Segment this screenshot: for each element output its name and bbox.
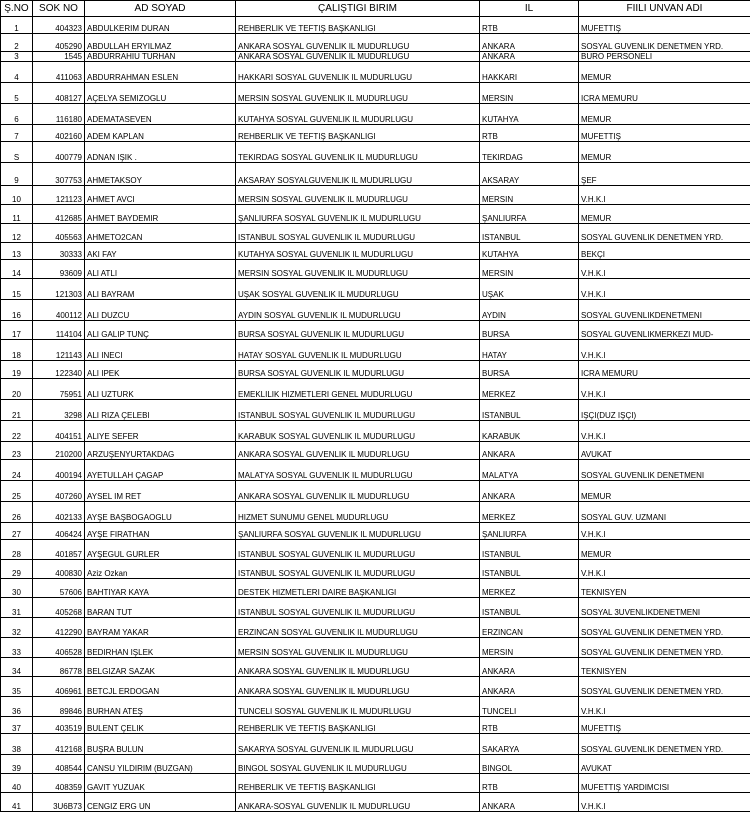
table-row [1,579,750,598]
cell-sok-no: 401857 [33,540,85,560]
cell-ad-soyad: ARZUŞENYURTAKDAG [85,442,236,460]
cell-sok-no: 93609 [33,260,85,279]
table-row [1,658,750,677]
cell-ad-soyad: AKI FAY [85,243,236,260]
cell-birim: MALATYA SOSYAL GUVENLIK IL MUDURLUGU [236,460,480,481]
cell-sok-no: 402133 [33,502,85,523]
cell-il: AYDIN [480,300,579,321]
cell-sno: 30 [1,579,33,598]
cell-sno: 10 [1,186,33,205]
cell-birim: ISTANBUL SOSYAL GUVENLIK IL MUDURLUGU [236,540,480,560]
cell-sok-no: 408544 [33,755,85,774]
header-sok-no: SOK NO [33,1,85,17]
cell-sno: 15 [1,279,33,300]
cell-il: MERSIN [480,638,579,658]
cell-birim: REHBERLIK VE TEFTIŞ BAŞKANLIGI [236,717,480,734]
table-body [1,17,750,812]
cell-sok-no: 412685 [33,205,85,224]
table-row [1,279,750,300]
table-row [1,677,750,697]
table-row [1,52,750,62]
cell-unvan: MUFETTIŞ YARDIMCISI [579,774,750,793]
cell-sok-no: 30333 [33,243,85,260]
cell-sok-no: 400830 [33,560,85,579]
cell-ad-soyad: AHMET BAYDEMIR [85,205,236,224]
cell-ad-soyad: Aziz Ozkan [85,560,236,579]
cell-sno: 20 [1,379,33,400]
cell-sno: 16 [1,300,33,321]
cell-sno: 26 [1,502,33,523]
cell-ad-soyad: ALI IPEK [85,361,236,379]
cell-il: AKSARAY [480,163,579,186]
cell-ad-soyad: ADEMATASEVEN [85,104,236,125]
cell-il: HAKKARI [480,62,579,83]
table-row [1,340,750,361]
cell-sok-no: 412290 [33,618,85,638]
header-ad-soyad: AD SOYAD [85,1,236,17]
cell-unvan: TEKNISYEN [579,658,750,677]
cell-sok-no: 3298 [33,400,85,421]
cell-unvan: MEMUR [579,481,750,502]
cell-ad-soyad: AYETULLAH ÇAGAP [85,460,236,481]
cell-ad-soyad: BUŞRA BULUN [85,734,236,755]
cell-sno: 36 [1,697,33,717]
cell-sno: 29 [1,560,33,579]
table-row [1,361,750,379]
cell-ad-soyad: AYŞEGUL GURLER [85,540,236,560]
cell-sok-no: 411063 [33,62,85,83]
cell-sno: 25 [1,481,33,502]
cell-birim: UŞAK SOSYAL GUVENLIK IL MUDURLUGU [236,279,480,300]
cell-il: ISTANBUL [480,598,579,618]
cell-ad-soyad: BURHAN ATEŞ [85,697,236,717]
table-row [1,400,750,421]
cell-il: RTB [480,125,579,142]
cell-sno: 23 [1,442,33,460]
cell-sno: 38 [1,734,33,755]
cell-birim: ISTANBUL SOSYAL GUVENLIK IL MUDURLUGU [236,400,480,421]
cell-birim: AKSARAY SOSYALGUVENLIK IL MUDURLUGU [236,163,480,186]
cell-birim: KUTAHYA SOSYAL GUVENLIK IL MUDURLUGU [236,104,480,125]
cell-sno: 28 [1,540,33,560]
cell-birim: MERSIN SOSYAL GUVENLIK IL MUDURLUGU [236,260,480,279]
cell-unvan: SOSYAL GUV. UZMANI [579,502,750,523]
cell-ad-soyad: BELGIZAR SAZAK [85,658,236,677]
cell-sno: 5 [1,83,33,104]
cell-il: ŞANLIURFA [480,523,579,540]
cell-sok-no: 114104 [33,321,85,340]
cell-unvan: ICRA MEMURU [579,361,750,379]
cell-il: ANKARA [480,793,579,812]
table-row [1,793,750,812]
cell-il: RTB [480,774,579,793]
cell-birim: ANKARA-SOSYAL GUVENLIK IL MUDURLUGU [236,793,480,812]
table-row [1,460,750,481]
cell-birim: ISTANBUL SOSYAL GUVENLIK IL MUDURLUGU [236,224,480,243]
table-row [1,717,750,734]
cell-unvan: IŞÇI(DUZ IŞÇI) [579,400,750,421]
cell-sok-no: 3U6B73 [33,793,85,812]
cell-birim: SAKARYA SOSYAL GUVENLIK IL MUDURLUGU [236,734,480,755]
header-sno: Ş.NO [1,1,33,17]
cell-sok-no: 406424 [33,523,85,540]
cell-sno: 6 [1,104,33,125]
cell-birim: ISTANBUL SOSYAL GUVENLIK IL MUDURLUGU [236,598,480,618]
cell-ad-soyad: ALI GALIP TUNÇ [85,321,236,340]
cell-unvan: SOSYAL GUVENLIK DENETMENI [579,460,750,481]
cell-unvan: V.H.K.I [579,186,750,205]
cell-birim: TEKIRDAG SOSYAL GUVENLIK IL MUDURLUGU [236,142,480,163]
cell-sno: 17 [1,321,33,340]
cell-birim: BURSA SOSYAL GUVENLIK IL MUDURLUGU [236,361,480,379]
cell-il: SAKARYA [480,734,579,755]
cell-sok-no: 402160 [33,125,85,142]
cell-birim: TUNCELI SOSYAL GUVENLIK IL MUDURLUGU [236,697,480,717]
cell-sok-no: 57606 [33,579,85,598]
cell-unvan: V.H.K.I [579,279,750,300]
cell-sok-no: 400112 [33,300,85,321]
cell-il: TEKIRDAG [480,142,579,163]
cell-ad-soyad: AHMETAKSOY [85,163,236,186]
table-row [1,540,750,560]
cell-ad-soyad: CENGIZ ERG UN [85,793,236,812]
cell-ad-soyad: ALI BAYRAM [85,279,236,300]
cell-il: MERSIN [480,186,579,205]
table-row [1,62,750,83]
cell-birim: MERSIN SOSYAL GUVENLIK IL MUDURLUGU [236,638,480,658]
cell-birim: HAKKARI SOSYAL GUVENLIK IL MUDURLUGU [236,62,480,83]
cell-sno: 3 [1,52,33,62]
cell-sok-no: 404151 [33,421,85,442]
cell-sno: 12 [1,224,33,243]
cell-birim: ISTANBUL SOSYAL GUVENLIK IL MUDURLUGU [236,560,480,579]
cell-sno: 1 [1,17,33,34]
cell-unvan: MUFETTIŞ [579,717,750,734]
table-row [1,638,750,658]
cell-ad-soyad: ALI ATLI [85,260,236,279]
table-row [1,755,750,774]
cell-sok-no: 412168 [33,734,85,755]
cell-birim: ANKARA SOSYAL GUVENLIK IL MUDURLUGU [236,481,480,502]
cell-ad-soyad: BAYRAM YAKAR [85,618,236,638]
cell-sok-no: 307753 [33,163,85,186]
cell-unvan: V.H.K.I [579,260,750,279]
cell-il: MERKEZ [480,379,579,400]
table-row [1,83,750,104]
cell-ad-soyad: AYSEL IM RET [85,481,236,502]
cell-unvan: TEKNISYEN [579,579,750,598]
cell-sno: 31 [1,598,33,618]
table-row [1,17,750,34]
cell-unvan: MEMUR [579,540,750,560]
cell-unvan: BURO PERSONELI [579,52,750,62]
cell-il: ISTANBUL [480,224,579,243]
cell-il: BURSA [480,361,579,379]
table-row [1,442,750,460]
cell-sno: 35 [1,677,33,697]
cell-sok-no: 405268 [33,598,85,618]
table-row [1,34,750,52]
cell-birim: DESTEK HIZMETLERI DAIRE BAŞKANLIGI [236,579,480,598]
cell-unvan: ŞEF [579,163,750,186]
cell-sno: 18 [1,340,33,361]
header-il: IL [480,1,579,17]
table-row [1,502,750,523]
cell-birim: ANKARA SOSYAL GUVENLIK IL MUDURLUGU [236,442,480,460]
table-row [1,104,750,125]
cell-birim: MERSIN SOSYAL GUVENLIK IL MUDURLUGU [236,83,480,104]
cell-unvan: V.H.K.I [579,523,750,540]
cell-birim: EMEKLILIK HIZMETLERI GENEL MUDURLUGU [236,379,480,400]
cell-unvan: SOSYAL GUVENLIK DENETMEN YRD. [579,734,750,755]
table-row [1,300,750,321]
cell-sno: 19 [1,361,33,379]
cell-unvan: SOSYAL GUVENLIK DENETMEN YRD. [579,618,750,638]
cell-birim: AYDIN SOSYAL GUVENLIK IL MUDURLUGU [236,300,480,321]
cell-sok-no: 403519 [33,717,85,734]
cell-birim: MERSIN SOSYAL GUVENLIK IL MUDURLUGU [236,186,480,205]
cell-birim: ŞANLIURFA SOSYAL GUVENLIK IL MUDURLUGU [236,205,480,224]
cell-sok-no: 210200 [33,442,85,460]
cell-il: RTB [480,717,579,734]
cell-sno: 32 [1,618,33,638]
header-fiili-unvan: FIILI UNVAN ADI [579,1,750,17]
cell-sok-no: 406528 [33,638,85,658]
cell-birim: HIZMET SUNUMU GENEL MUDURLUGU [236,502,480,523]
table-row [1,224,750,243]
cell-ad-soyad: ABDURRAHMAN ESLEN [85,62,236,83]
cell-birim: KUTAHYA SOSYAL GUVENLIK IL MUDURLUGU [236,243,480,260]
cell-sok-no: 407260 [33,481,85,502]
cell-sno: 24 [1,460,33,481]
cell-sno: 37 [1,717,33,734]
cell-il: ISTANBUL [480,400,579,421]
cell-birim: HATAY SOSYAL GUVENLIK IL MUDURLUGU [236,340,480,361]
cell-il: MALATYA [480,460,579,481]
cell-ad-soyad: ABDULLAH ERYILMAZ [85,34,236,52]
cell-il: ANKARA [480,442,579,460]
table-row [1,321,750,340]
table-header-row [1,1,750,17]
table-row [1,560,750,579]
cell-sno: 13 [1,243,33,260]
cell-il: KUTAHYA [480,243,579,260]
cell-sno: 33 [1,638,33,658]
cell-ad-soyad: ABDULKERIM DURAN [85,17,236,34]
cell-il: UŞAK [480,279,579,300]
table-row [1,205,750,224]
cell-ad-soyad: ALI INECI [85,340,236,361]
cell-il: ŞANLIURFA [480,205,579,224]
table-row [1,186,750,205]
cell-il: KARABUK [480,421,579,442]
cell-unvan: MEMUR [579,62,750,83]
cell-sok-no: 406961 [33,677,85,697]
cell-sok-no: 404323 [33,17,85,34]
cell-sok-no: 400194 [33,460,85,481]
cell-il: BINGOL [480,755,579,774]
table-row [1,260,750,279]
cell-birim: REHBERLIK VE TEFTIŞ BAŞKANLIGI [236,774,480,793]
table-row [1,734,750,755]
cell-sok-no: 121143 [33,340,85,361]
cell-sno: 34 [1,658,33,677]
cell-ad-soyad: BEDIRHAN IŞLEK [85,638,236,658]
cell-unvan: V.H.K.I [579,560,750,579]
cell-unvan: MUFETTIŞ [579,125,750,142]
cell-il: MERSIN [480,83,579,104]
cell-ad-soyad: AHMET AVCI [85,186,236,205]
table-row [1,125,750,142]
cell-ad-soyad: AYŞE FIRATHAN [85,523,236,540]
cell-il: ANKARA [480,481,579,502]
table-row [1,421,750,442]
cell-sok-no: 89846 [33,697,85,717]
cell-sno: 39 [1,755,33,774]
cell-sno: 21 [1,400,33,421]
cell-birim: ANKARA SOSYAL GUVENLIK IL MUDURLUGU [236,658,480,677]
cell-birim: ŞANLIURFA SOSYAL GUVENLIK IL MUDURLUGU [236,523,480,540]
table-row [1,598,750,618]
cell-sok-no: 405290 [33,34,85,52]
cell-ad-soyad: ALI DUZCU [85,300,236,321]
cell-il: ANKARA [480,34,579,52]
cell-ad-soyad: ALI RIZA ÇELEBI [85,400,236,421]
cell-birim: REHBERLIK VE TEFTIŞ BAŞKANLIGI [236,125,480,142]
cell-ad-soyad: ADEM KAPLAN [85,125,236,142]
cell-ad-soyad: GAVIT YUZUAK [85,774,236,793]
cell-sok-no: 408359 [33,774,85,793]
cell-unvan: V.H.K.I [579,421,750,442]
cell-sok-no: 121303 [33,279,85,300]
cell-unvan: MUFETTIŞ [579,17,750,34]
cell-birim: BURSA SOSYAL GUVENLIK IL MUDURLUGU [236,321,480,340]
cell-ad-soyad: CANSU YILDIRIM (BUZGAN) [85,755,236,774]
cell-unvan: AVUKAT [579,442,750,460]
cell-ad-soyad: ALI UZTURK [85,379,236,400]
cell-sno: 4 [1,62,33,83]
cell-birim: BINGOL SOSYAL GUVENLIK IL MUDURLUGU [236,755,480,774]
cell-il: HATAY [480,340,579,361]
cell-sok-no: 75951 [33,379,85,400]
cell-unvan: MEMUR [579,104,750,125]
cell-unvan: V.H.K.I [579,793,750,812]
header-calistigi-birim: ÇALIŞTIGI BIRIM [236,1,480,17]
cell-unvan: SOSYAL GUVENLIK DENETMEN YRD. [579,34,750,52]
cell-ad-soyad: ADNAN IŞIK . [85,142,236,163]
cell-sok-no: 405563 [33,224,85,243]
cell-unvan: SOSYAL GUVENLIK DENETMEN YRD. [579,638,750,658]
cell-ad-soyad: BAHTIYAR KAYA [85,579,236,598]
cell-unvan: V.H.K.I [579,697,750,717]
cell-il: MERKEZ [480,579,579,598]
table-row [1,163,750,186]
cell-unvan: BEKÇI [579,243,750,260]
cell-ad-soyad: BETCJL ERDOGAN [85,677,236,697]
cell-unvan: V.H.K.I [579,340,750,361]
cell-unvan: SOSYAL GUVENLIKMERKEZI MUD- [579,321,750,340]
cell-sok-no: 121123 [33,186,85,205]
table-row [1,697,750,717]
cell-il: BURSA [480,321,579,340]
cell-sok-no: 86778 [33,658,85,677]
cell-ad-soyad: ABDURRAHIU TURHAN [85,52,236,62]
cell-birim: REHBERLIK VE TEFTIŞ BAŞKANLIGI [236,17,480,34]
table-row [1,243,750,260]
cell-ad-soyad: AYŞE BAŞBOGAOGLU [85,502,236,523]
cell-ad-soyad: BARAN TUT [85,598,236,618]
table-row [1,142,750,163]
cell-unvan: SOSYAL 3UVENLIKDENETMENI [579,598,750,618]
cell-il: TUNCELI [480,697,579,717]
table-row [1,774,750,793]
cell-birim: ANKARA SOSYAL GUVENLIK IL MUDURLUGU [236,52,480,62]
cell-sno: 27 [1,523,33,540]
cell-birim: ANKARA SOSYAL GUVENLIK IL MUDURLUGU [236,677,480,697]
cell-sok-no: 400779 [33,142,85,163]
cell-sno: 9 [1,163,33,186]
cell-ad-soyad: ALIYE SEFER [85,421,236,442]
cell-il: ISTANBUL [480,540,579,560]
cell-unvan: SOSYAL GUVENLIKDENETMENI [579,300,750,321]
cell-unvan: MEMUR [579,205,750,224]
cell-il: KUTAHYA [480,104,579,125]
table-row [1,523,750,540]
cell-sno: 40 [1,774,33,793]
cell-il: MERKEZ [480,502,579,523]
cell-sno: 14 [1,260,33,279]
cell-ad-soyad: BULENT ÇELIK [85,717,236,734]
cell-unvan: SOSYAL GUVENLIK DENETMEN YRD. [579,224,750,243]
cell-unvan: ICRA MEMURU [579,83,750,104]
cell-ad-soyad: AHMETO2CAN [85,224,236,243]
cell-sno: 7 [1,125,33,142]
table-row [1,481,750,502]
cell-unvan: SOSYAL GUVENLIK DENETMEN YRD. [579,677,750,697]
cell-il: RTB [480,17,579,34]
table-row [1,618,750,638]
cell-sno: S [1,142,33,163]
cell-birim: KARABUK SOSYAL GUVENLIK IL MUDURLUGU [236,421,480,442]
cell-ad-soyad: AÇELYA SEMIZOGLU [85,83,236,104]
cell-il: ISTANBUL [480,560,579,579]
cell-sok-no: 1545 [33,52,85,62]
cell-sno: 11 [1,205,33,224]
cell-il: ANKARA [480,658,579,677]
cell-il: MERSIN [480,260,579,279]
cell-birim: ANKARA SOSYAL GUVENLIK IL MUDURLUGU [236,34,480,52]
cell-il: ERZINCAN [480,618,579,638]
cell-sno: 41 [1,793,33,812]
cell-unvan: MEMUR [579,142,750,163]
table-row [1,379,750,400]
cell-unvan: AVUKAT [579,755,750,774]
cell-unvan: V.H.K.I [579,379,750,400]
cell-il: ANKARA [480,677,579,697]
cell-sok-no: 408127 [33,83,85,104]
cell-sok-no: 122340 [33,361,85,379]
cell-sok-no: 116180 [33,104,85,125]
cell-il: ANKARA [480,52,579,62]
cell-birim: ERZINCAN SOSYAL GUVENLIK IL MUDURLUGU [236,618,480,638]
cell-sno: 22 [1,421,33,442]
cell-sno: 2 [1,34,33,52]
